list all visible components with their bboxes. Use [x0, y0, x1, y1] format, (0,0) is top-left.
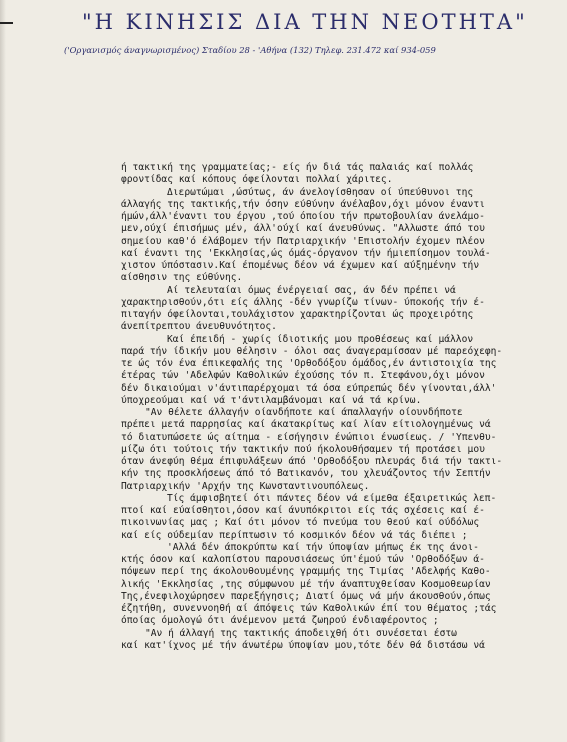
- body-line: κτής όσον καί καλοπίστου παρουσιάσεως ύπ'έμού τών 'Ορθοδόξων ά-: [121, 554, 485, 565]
- body-line: Διερωτώμαι ,ώσύτως, άν άνελογίσθησαν οί ύπεύθυνοι της: [167, 186, 474, 198]
- body-line: καί έναντι της 'Εκκλησίας,ώς όμάς-όργανον τήν ήμιεπίσημον τουλά-: [121, 247, 491, 259]
- body-line: φροντίδας καί κόπους όφείλονται πολλαί χάριτες.: [121, 174, 393, 186]
- body-line: αίσθησιν της εύθύνης.: [121, 272, 243, 284]
- body-line: δέν δικαιούμαι ν'άντιπαρέρχομαι τά όσα εύπρεπώς δέν γίνονται,άλλ': [121, 382, 497, 394]
- body-line: πρέπει μετά παρρησίας καί άκατακρίτως καί λίαν είτιολογημένως νά: [121, 419, 491, 431]
- body-line: χαρακτηρισθούν,ότι είς άλλης -δέν γνωρίζω τίνων- ύποκοής τήν έ-: [121, 296, 485, 308]
- letter-body: [121, 162, 553, 652]
- body-line: Της,ένεφιλοχώρησεν παρεξήγησις; Διατί όμως νά μήν άκουσθούν,όπως: [121, 590, 491, 602]
- body-line: 'Αλλά δέν άποκρύπτω καί τήν ύποψίαν μήπως έκ της άνοι-: [167, 541, 479, 553]
- body-line: Τίς άμφισβητεί ότι πάντες δέον νά είμεθα έξαιρετικώς λεπ-: [167, 492, 497, 504]
- body-line: ύποχρεούμαι καί νά τ'άντιλαμβάνομαι καί νά τά κρίνω.: [121, 394, 422, 406]
- letterhead-title: "Η ΚΙΝΗΣΙΣ ΔΙΑ ΤΗΝ ΝΕΟΤΗΤΑ": [82, 10, 528, 34]
- body-line: μεν,ούχί έπισήμως μέν, άλλ'ούχί καί άνευθύνως. "Αλλωστε άπό του: [121, 223, 485, 235]
- margin-mark: [0, 22, 13, 24]
- body-line: τό διατυπώσετε ώς αίτημα - είσήγησιν ένώπιοι ένωσίεως. / 'Υπενθυ-: [121, 431, 497, 443]
- body-line: λικής 'Εκκλησίας ,της σύμφωνου μέ τήν άναπτυχθείσαν Κοσμοθεωρίαν: [121, 578, 491, 590]
- body-line: όταν άνεφύη θέμα έπιφυλάξεων άπό 'Ορθοδόξου πλευράς διά τήν τακτι-: [121, 456, 503, 467]
- body-line: τε ώς τόν ένα έπικεφαλής της 'Ορθοδόξου όμάδος,έν άντιστοιχία της: [121, 358, 497, 369]
- body-line: Αί τελευταίαι όμως ένέργειαί σας, άν δέν πρέπει νά: [167, 284, 456, 296]
- body-line: χιστον ύπόστασιν.Καί έπομένως δέον νά έχωμεν καί αύξημένην τήν: [121, 260, 480, 271]
- body-line: ή τακτική της γραμματείας;- είς ήν διά τάς παλαιάς καί πολλάς: [121, 162, 474, 173]
- body-line: έζητήθη, συνεννοηθή αί άπόψεις τών Καθολικών έπί του θέματος ;τάς: [121, 603, 497, 614]
- body-line: σημείου καθ'ό έλάβομεν τήν Πατριαρχικήν 'Επιστολήν έχομεν πλέον: [121, 235, 485, 247]
- body-line: πιταγήν όφείλονται,τουλάχιστον χαρακτηρίζονται ώς προχειρότης: [121, 309, 474, 320]
- body-line: άλλαγής της τακτικής,τήν όσην εύθύνην άνέλαβον,όχι μόνον έναντι: [121, 198, 485, 210]
- body-line: κήν της προσκλήσεως άπό τό Βατικανόν, του χλευάζοντος τήν Σεπτήν: [121, 468, 491, 480]
- body-line: πικοινωνίας μας ; Καί ότι μόνον τό πνεύμα του θεού καί ούδόλως: [121, 517, 480, 529]
- letterhead-address: ('Οργανισμός άναγνωρισμένος) Σταδίου 28 - 'Αθήνα (132) Τηλεφ. 231.472 καί 934-059: [64, 45, 436, 55]
- body-line: ήμών,άλλ'έναντι του έργου ,τού όποίου τήν πρωτοβουλίαν άνελάμο-: [121, 211, 485, 222]
- body-line: πόψεων περί της άκολουθουμένης γραμμής της Τιμίας 'Αδελφής Καθο-: [121, 566, 491, 578]
- body-line: καί κατ'ίχνος μέ τήν άνωτέρω ύποψίαν μου,τότε δέν θά διστάσω νά: [121, 639, 485, 651]
- body-line: Καί έπειδή - χωρίς ίδιοτικής μου προθέσεως καί μάλλον: [167, 333, 474, 345]
- body-line: Πατριαρχικήν 'Αρχήν της Κωνσταντινουπόλεως.: [121, 480, 370, 492]
- body-line: "Αν ή άλλαγή της τακτικής άποδειχθή ότι συνέσεται έστω: [145, 627, 457, 639]
- body-line: πτοί καί εύαίσθητοι,όσον καί άνυπόκριτοι είς τάς σχέσεις καί έ-: [121, 505, 485, 516]
- body-line: έτέρας τών 'Αδελφών Καθολικών έχούσης τόν π. Στεφάνου,όχι μόνον: [121, 370, 485, 382]
- page-edge-shadow: [0, 0, 6, 742]
- body-line: όποίας όμολογώ ότι άνέμενον μετά ζωηρού ένδιαφέροντος ;: [121, 615, 439, 627]
- body-line: παρά τήν ίδικήν μου θέλησιν - όλοι σας άναγεραμίσσαν μέ παρεόχεφη-: [121, 345, 503, 357]
- body-line: "Αν θέλετε άλλαγήν οίανδήποτε καί άπαλλαγήν οίουνδήποτε: [145, 407, 463, 418]
- body-line: καί είς ούδεμίαν περίπτωσιν τό κοσμικόν δέον νά τάς διέπει ;: [121, 529, 468, 541]
- body-line: μίζω ότι τούτοις τήν τακτικήν πού ήκολουθήσαμεν τή προτάσει μου: [121, 443, 485, 455]
- body-line: άνεπίτρεπτου άνευθυνότητος.: [121, 321, 277, 333]
